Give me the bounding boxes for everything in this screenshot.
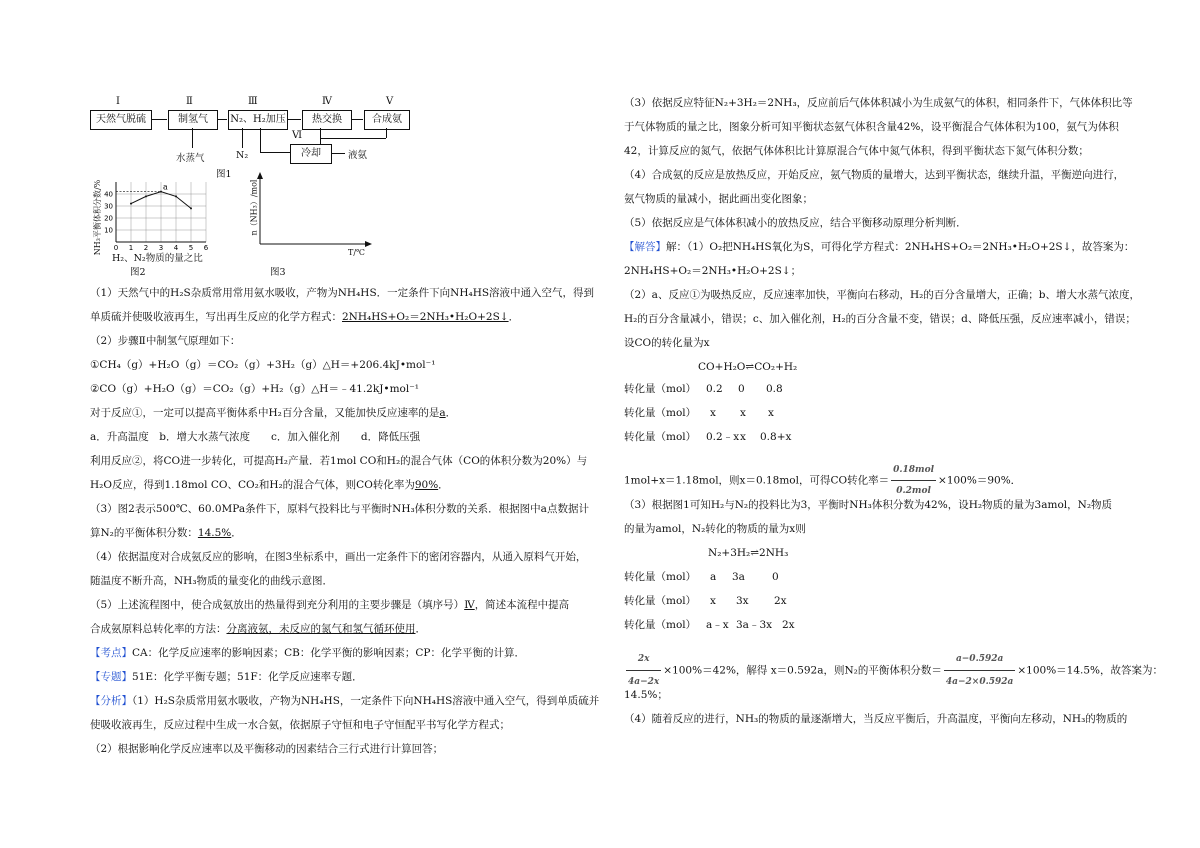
cell: 转化量（mol） bbox=[624, 431, 697, 443]
q5-suffix: ，简述本流程中提高 bbox=[474, 599, 570, 611]
right-line-8: 2NH₄HS+O₂＝2NH₃•H₂O+2S↓； bbox=[624, 265, 802, 277]
figure-3-xlabel: T/℃ bbox=[348, 248, 365, 257]
question-2-reaction-2: ②CO（g）+H₂O（g）＝CO₂（g）+H₂（g）△H＝﹣41.2kJ•mol⁻¹ bbox=[90, 383, 419, 395]
kaodian-line bbox=[90, 646, 525, 660]
step-label-3: Ⅲ bbox=[248, 96, 258, 107]
data-point bbox=[145, 195, 147, 197]
q3-suffix: ． bbox=[231, 527, 242, 539]
kaodian-tag: 【考点】 bbox=[90, 647, 132, 659]
flow-arrow bbox=[331, 153, 345, 154]
cell: 转化量（mol） bbox=[624, 383, 697, 395]
question-2-heading: （2）步骤Ⅱ中制氢气原理如下： bbox=[90, 335, 241, 347]
right-line-4: （4）合成氨的反应是放热反应，开始反应，氨气物质的量增大，达到平衡状态，继续升温，平衡逆向进行， bbox=[624, 169, 1125, 181]
y-tick-label: 10 bbox=[104, 226, 113, 235]
fenxi-text-1: （1）H₂S杂质常用氨水吸收，产物为NH₄HS，一定条件下向NH₄HS溶液中通入空气，得到单质硫并 bbox=[132, 695, 600, 707]
data-point bbox=[190, 207, 192, 209]
output-liquid-ammonia: 液氨 bbox=[348, 150, 368, 161]
x-tick-label: 2 bbox=[143, 244, 149, 252]
flow-line bbox=[320, 138, 386, 139]
question-2-options: a．升高温度 b．增大水蒸气浓度 c．加入催化剂 d．降低压强 bbox=[90, 431, 421, 443]
numerator: 2x bbox=[626, 648, 661, 671]
zhuanti-line bbox=[90, 670, 363, 684]
cell: 0 bbox=[772, 571, 779, 583]
denominator: 0.2mol bbox=[896, 486, 931, 496]
cell: 转化量（mol） bbox=[624, 619, 697, 631]
q3-prefix: 算N₂的平衡体积分数： bbox=[90, 527, 198, 539]
table-2-equation: N₂+3H₂⇌2NH₃ bbox=[708, 547, 789, 559]
denominator: 4a−2x bbox=[628, 677, 660, 687]
cell: 3a bbox=[732, 571, 745, 583]
calc-suffix: ×100%＝90%． bbox=[938, 474, 1022, 487]
right-line-11: 设CO的转化量为x bbox=[624, 337, 710, 349]
cell: a﹣x bbox=[706, 619, 729, 631]
q5-prefix: （5）上述流程图中，使合成氨放出的热量得到充分利用的主要步骤是（填序号） bbox=[90, 599, 465, 611]
x-tick-label: 3 bbox=[158, 244, 164, 252]
right-line-5: 氨气物质的量减小，据此画出变化图象； bbox=[624, 193, 813, 205]
question-4-line-2: 随温度不断升高，NH₃物质的量变化的曲线示意图． bbox=[90, 575, 334, 587]
flow-line bbox=[386, 128, 387, 138]
recycle-line bbox=[260, 152, 290, 153]
zhuanti-text: 51E：化学平衡专题；51F：化学反应速率专题． bbox=[132, 671, 363, 683]
x-tick-label: 4 bbox=[173, 244, 179, 252]
calc-prefix: 1mol+x＝1.18mol，则x＝0.18mol，可得CO转化率＝ bbox=[624, 474, 890, 487]
x-tick-label: 6 bbox=[203, 244, 209, 252]
cell: x bbox=[740, 407, 746, 419]
right-line-2: 于气体物质的量之比，图象分析可知平衡状态氨气体积含量42%，设平衡混合气体体积为100，氨气为体积 bbox=[624, 121, 1119, 133]
cell: x bbox=[710, 595, 716, 607]
box-hydrogen-production: 制氢气 bbox=[168, 110, 218, 130]
box-desulfurization: 天然气脱硫 bbox=[90, 110, 152, 130]
y-tick-label: 20 bbox=[104, 214, 113, 223]
figure-2-caption: 图2 bbox=[130, 267, 146, 278]
fenxi-line-1 bbox=[90, 694, 599, 708]
x-tick-label: 1 bbox=[128, 244, 134, 252]
step-label-4: Ⅳ bbox=[322, 96, 332, 107]
q2a-prefix: 对于反应①，一定可以提高平衡体系中H₂百分含量，又能加快反应速率的是 bbox=[90, 407, 440, 419]
numerator: 0.18mol bbox=[891, 460, 936, 481]
flow-arrow bbox=[287, 119, 301, 120]
n2-fraction-line bbox=[624, 648, 1163, 693]
q5-answer-1: Ⅳ bbox=[464, 599, 475, 611]
table-1-row bbox=[624, 430, 792, 444]
cell: a bbox=[710, 571, 717, 583]
step-label-2: Ⅱ bbox=[186, 96, 193, 107]
annotation-label: a bbox=[163, 182, 168, 192]
q1-answer: 2NH₄HS+O₂＝2NH₃•H₂O+2S↓ bbox=[342, 311, 509, 323]
figure-1-caption: 图1 bbox=[216, 169, 232, 180]
x-tick-label: 5 bbox=[188, 244, 194, 252]
calc-suffix: ×100%＝14.5%，故答案为： bbox=[1017, 664, 1164, 677]
steam-input-arrow bbox=[192, 128, 193, 148]
data-point bbox=[130, 203, 132, 205]
jieda-text: 解：（1）O₂把NH₄HS氧化为S，可得化学方程式：2NH₄HS+O₂＝2NH₃•H₂O+2S↓，故答案为： bbox=[666, 241, 1135, 253]
table-2-row bbox=[624, 618, 795, 632]
q2a-suffix: ． bbox=[445, 407, 457, 419]
cell: 转化量（mol） bbox=[624, 571, 697, 583]
right-line-6: （5）依据反应是气体体积减小的放热反应，结合平衡移动原理分析判断． bbox=[624, 217, 967, 229]
box-heat-exchange: 热交换 bbox=[302, 110, 352, 130]
right-line-10: H₂的百分含量减小，错误；c、加入催化剂，H₂的百分含量不变，错误；d、降低压强，反应速率减小，错误； bbox=[624, 313, 1136, 325]
table-1-equation: CO+H₂O⇌CO₂+H₂ bbox=[698, 361, 798, 373]
cell: 0.8+x bbox=[760, 431, 792, 443]
figure-2-ylabel: NH₃平衡体积分数/% bbox=[93, 179, 103, 256]
step-label-5: Ⅴ bbox=[386, 96, 394, 107]
cell: 2x bbox=[782, 619, 795, 631]
question-3-line-2 bbox=[90, 526, 242, 540]
question-1-line-2 bbox=[90, 310, 519, 324]
figure-2-xlabel: H₂、N₂物质的量之比 bbox=[112, 253, 203, 264]
nitrogen-input-arrow bbox=[242, 128, 243, 148]
figure-3-axes bbox=[240, 172, 380, 280]
jieda-line bbox=[624, 240, 1134, 254]
calc-middle: ×100%＝42%，解得 x＝0.592a，则N₂的平衡体积分数＝ bbox=[663, 664, 942, 677]
right-line-3: 42，计算反应的氮气，依据气体体积比计算原混合气体中氮气体积，得到平衡状态下氮气体积分数； bbox=[624, 145, 1089, 157]
cell: x bbox=[710, 407, 716, 419]
cell: 2x bbox=[774, 595, 787, 607]
cell: 转化量（mol） bbox=[624, 595, 697, 607]
right-line-17: （4）随着反应的进行，NH₃的物质的量逐渐增大，当反应平衡后，升高温度，平衡向左移动，NH₃的物质的 bbox=[624, 713, 1128, 725]
fraction bbox=[944, 648, 1015, 693]
cell: 0 bbox=[738, 383, 745, 395]
fenxi-line-2: 使吸收液再生，反应过程中生成一水合氨，依据原子守恒和电子守恒配平书写化学方程式； bbox=[90, 719, 510, 731]
q2b-suffix: ． bbox=[438, 479, 449, 491]
flow-arrow bbox=[351, 119, 363, 120]
right-line-1: （3）依据反应特征N₂+3H₂＝2NH₃，反应前后气体体积减小为生成氨气的体积，相同条件下，气体体积比等 bbox=[624, 97, 1133, 109]
question-5-line-1 bbox=[90, 598, 569, 612]
kaodian-text: CA：化学反应速率的影响因素；CB：化学平衡的影响因素；CP：化学平衡的计算． bbox=[132, 647, 525, 659]
box-pressurize: N₂、H₂加压 bbox=[228, 110, 288, 130]
input-steam: 水蒸气 bbox=[176, 153, 205, 164]
flow-line bbox=[320, 128, 321, 144]
cell: 3x bbox=[736, 595, 749, 607]
table-2-row bbox=[624, 594, 787, 608]
cell: x bbox=[768, 407, 774, 419]
cell: 0.8 bbox=[766, 383, 783, 395]
question-2-reaction-1: ①CH₄（g）+H₂O（g）＝CO₂（g）+3H₂（g）△H＝+206.4kJ•mol⁻¹ bbox=[90, 359, 436, 371]
q2a-answer: a bbox=[439, 407, 446, 419]
numerator: a−0.592a bbox=[944, 648, 1015, 671]
q2b-answer: 90% bbox=[414, 479, 439, 491]
q2b-prefix: H₂O反应，得到1.18mol CO、CO₂和H₂的混合气体，则CO转化率为 bbox=[90, 479, 415, 491]
figure-3-y-arrow bbox=[257, 172, 263, 179]
step-label-6: Ⅵ bbox=[292, 130, 303, 141]
right-line-14: 的量为amol，N₂转化的物质的量为x则 bbox=[624, 523, 806, 535]
question-2b-line-1: 利用反应②，将CO进一步转化，可提高H₂产量．若1mol CO和H₂的混合气体（CO的体积分数为20%）与 bbox=[90, 455, 588, 467]
step-label-1: Ⅰ bbox=[116, 96, 120, 107]
cell: 3a﹣3x bbox=[736, 619, 773, 631]
question-5-line-2 bbox=[90, 622, 426, 636]
question-4-line-1: （4）依据温度对合成氨反应的影响，在图3坐标系中，画出一定条件下的密闭容器内，从通入原料气开始， bbox=[90, 551, 587, 563]
figure-3-x-arrow bbox=[365, 241, 372, 247]
cell: 转化量（mol） bbox=[624, 407, 697, 419]
cell: 0.2 bbox=[706, 383, 723, 395]
figure-3-svg bbox=[240, 172, 380, 280]
data-point bbox=[175, 195, 177, 197]
q3-answer: 14.5% bbox=[197, 527, 232, 539]
question-3-line-1: （3）图2表示500℃、60.0MPa条件下，原料气投料比与平衡时NH₃体积分数的关系．根据图中a点数据计 bbox=[90, 503, 589, 515]
figure-3-ylabel: n（NH₃）/mol bbox=[249, 179, 259, 236]
box-ammonia-synthesis: 合成氨 bbox=[364, 110, 410, 130]
y-tick-label: 30 bbox=[104, 202, 113, 211]
flow-arrow bbox=[151, 119, 167, 120]
cell: x bbox=[740, 431, 746, 443]
cell: 0.2﹣x bbox=[706, 431, 740, 443]
fraction bbox=[891, 460, 936, 501]
zhuanti-tag: 【专题】 bbox=[90, 671, 132, 683]
x-tick-label: 0 bbox=[113, 244, 119, 252]
flow-arrow bbox=[217, 119, 227, 120]
question-2b-line-2 bbox=[90, 478, 449, 492]
figure-2-chart bbox=[90, 172, 230, 280]
input-nitrogen: N₂ bbox=[236, 150, 249, 161]
table-1-row bbox=[624, 406, 774, 420]
q5b-prefix: 合成氨原料总转化率的方法： bbox=[90, 623, 227, 635]
right-line-9: （2）a、反应①为吸热反应，反应速率加快，平衡向右移动，H₂的百分含量增大，正确；b、增大水蒸气浓度， bbox=[624, 289, 1141, 301]
fenxi-tag: 【分析】 bbox=[90, 695, 132, 707]
denominator: 4a−2×0.592a bbox=[945, 677, 1014, 687]
y-tick-label: 40 bbox=[104, 190, 113, 199]
q5-answer-2: 分离液氨，未反应的氮气和氢气循环使用 bbox=[226, 623, 416, 635]
q1b-suffix: ． bbox=[508, 311, 520, 323]
jieda-tag: 【解答】 bbox=[624, 241, 666, 253]
co-conversion-line bbox=[624, 460, 1021, 501]
right-line-13: （3）根据图1可知H₂与N₂的投料比为3，平衡时NH₃体积分数为42%，设H₂物质的量为3amol，N₂物质 bbox=[624, 499, 1113, 511]
q5b-suffix: ． bbox=[415, 623, 426, 635]
q1b-prefix: 单质硫并使吸收液再生，写出再生反应的化学方程式： bbox=[90, 311, 342, 323]
table-2-row bbox=[624, 570, 779, 584]
table-1-row bbox=[624, 382, 783, 396]
recycle-line bbox=[260, 128, 261, 152]
box-cooling: 冷却 bbox=[290, 144, 332, 164]
question-2a bbox=[90, 406, 456, 420]
fraction bbox=[626, 648, 661, 693]
right-line-16: 14.5%； bbox=[624, 689, 668, 701]
fenxi-line-3: （2）根据影响化学反应速率以及平衡移动的因素结合三行式进行计算回答； bbox=[90, 743, 444, 755]
data-point bbox=[160, 191, 162, 193]
figure-3-caption: 图3 bbox=[270, 267, 286, 278]
question-1-line-1: （1）天然气中的H₂S杂质常用常用氨水吸收，产物为NH₄HS．一定条件下向NH₄HS溶液中通入空气，得到 bbox=[90, 287, 595, 299]
